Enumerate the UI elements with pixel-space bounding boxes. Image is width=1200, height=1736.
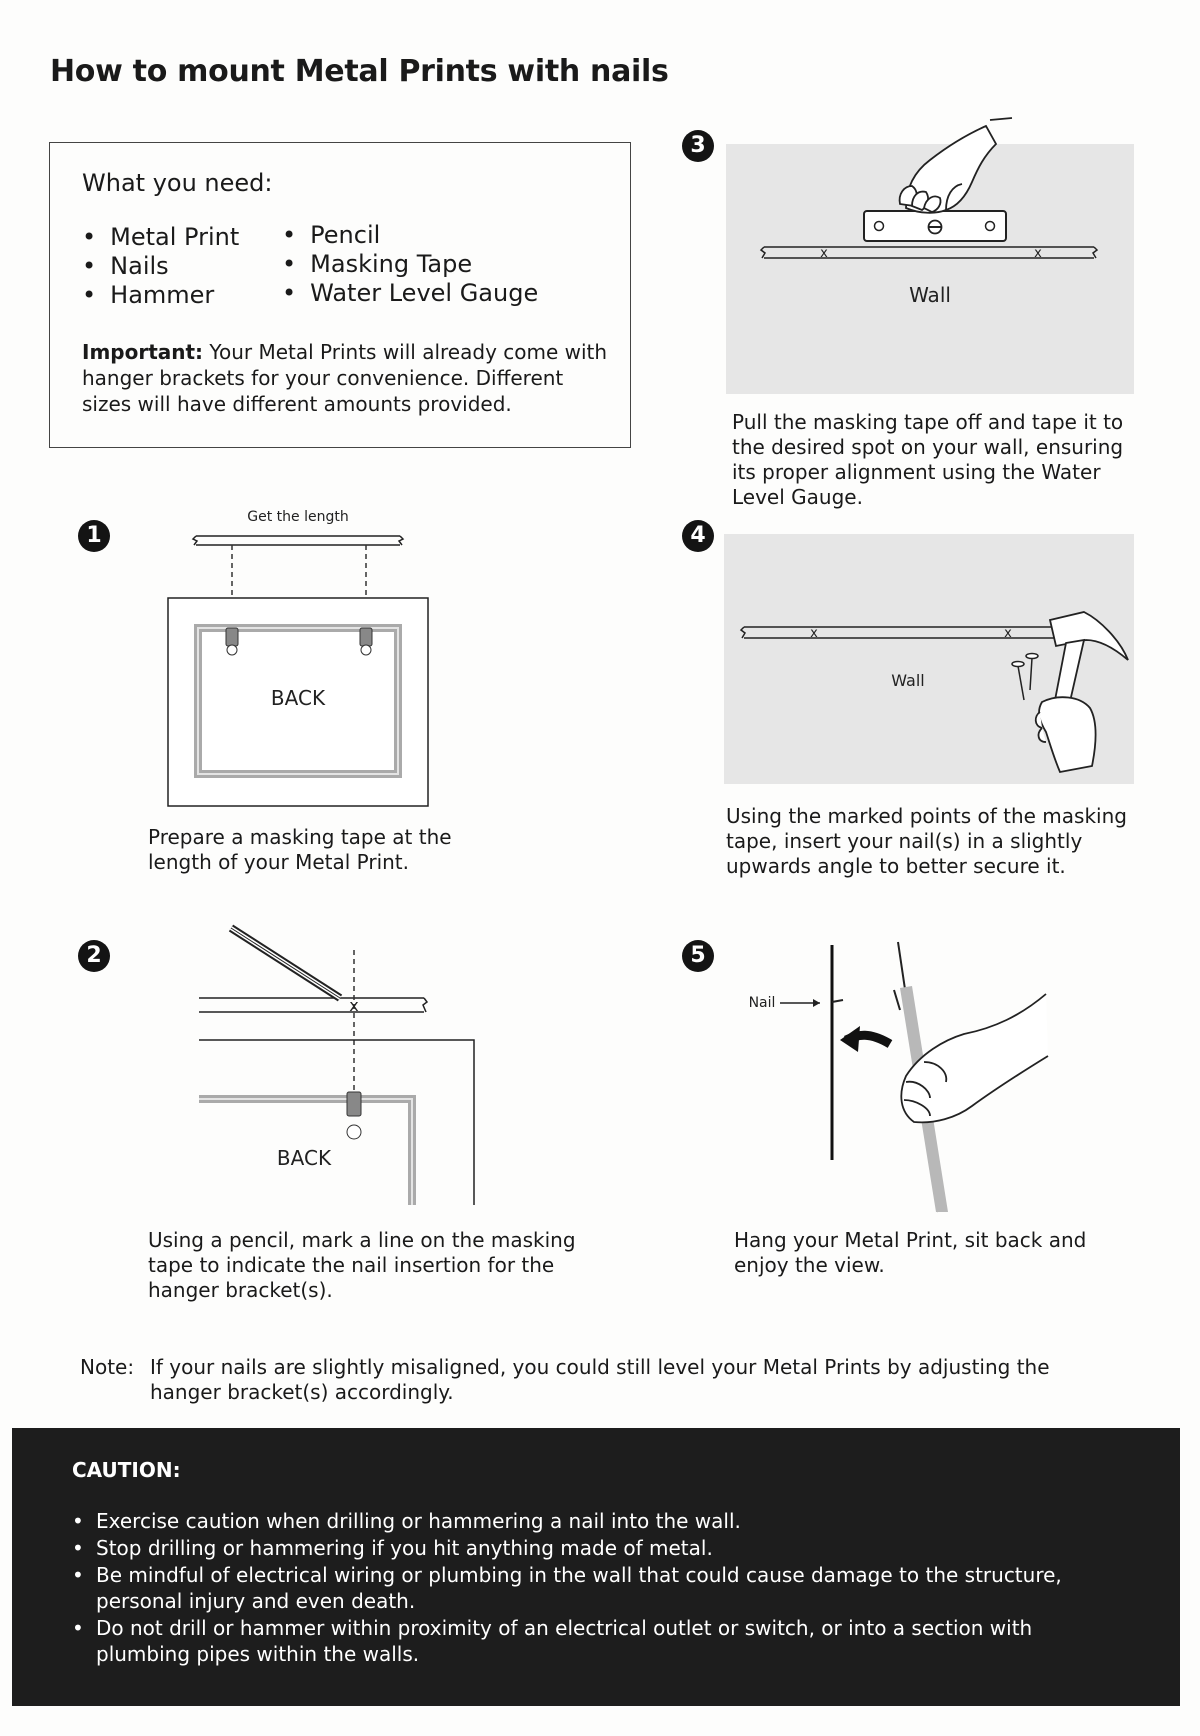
- pencil-icon: [231, 928, 340, 998]
- nail-label: Nail: [748, 995, 776, 1011]
- step-4-badge: 4: [682, 520, 714, 552]
- wall-label: Wall: [891, 671, 925, 690]
- requirements-heading: What you need:: [82, 169, 273, 197]
- metal-print-corner: [199, 1040, 474, 1205]
- step-2-caption: Using a pencil, mark a line on the masking tape to indicate the nail insertion for the hanger bracket(s).: [148, 1228, 576, 1302]
- list-item: • Metal Print: [82, 223, 239, 252]
- step-4-caption: Using the marked points of the masking tape, insert your nail(s) in a slightly upwards angle to better secure it.: [726, 804, 1127, 878]
- requirements-list-2: [282, 221, 538, 308]
- hanger-bracket-icon: [347, 1092, 361, 1139]
- back-label: BACK: [276, 1146, 332, 1170]
- x-mark: x: [820, 246, 828, 261]
- back-label: BACK: [270, 686, 326, 710]
- step-5-badge: 5: [682, 940, 714, 972]
- note-label: Note:: [80, 1355, 135, 1379]
- list-item: • Nails: [82, 252, 239, 281]
- x-mark: x: [1034, 246, 1042, 261]
- step-2-badge: 2: [78, 940, 110, 972]
- page-title: How to mount Metal Prints with nails: [50, 54, 669, 89]
- list-item: • Pencil: [282, 221, 538, 250]
- water-level-gauge-icon: [864, 211, 1006, 241]
- requirements-list-1: [82, 223, 239, 310]
- step-3-badge: 3: [682, 130, 714, 162]
- get-length-label: Get the length: [247, 509, 349, 525]
- x-mark: x: [1004, 626, 1012, 641]
- list-item: • Stop drilling or hammering if you hit anything made of metal.: [72, 1535, 1132, 1561]
- wall-label: Wall: [909, 283, 951, 307]
- important-note: [82, 339, 612, 417]
- masking-tape: [199, 998, 427, 1012]
- list-item: • Hammer: [82, 281, 239, 310]
- step-1-caption: Prepare a masking tape at the length of your Metal Print.: [148, 825, 452, 874]
- x-mark: x: [349, 996, 359, 1015]
- masking-tape: [193, 536, 403, 545]
- list-item: • Be mindful of electrical wiring or plumbing in the wall that could cause damage to the structure, personal injury and even death.: [72, 1562, 1132, 1614]
- note-text: If your nails are slightly misaligned, you could still level your Metal Prints by adjusting the hanger bracket(s) accordingly.: [150, 1355, 1050, 1404]
- hand-icon: [901, 994, 1048, 1122]
- list-item: • Exercise caution when drilling or hammering a nail into the wall.: [72, 1508, 1132, 1534]
- list-item: • Do not drill or hammer within proximity of an electrical outlet or switch, or into a section with plumbing pipes within the walls.: [72, 1615, 1132, 1667]
- x-mark: x: [810, 626, 818, 641]
- caution-list: [72, 1508, 1132, 1668]
- important-label: Important:: [82, 340, 204, 364]
- caution-box: [12, 1428, 1180, 1706]
- step-1-badge: 1: [78, 520, 110, 552]
- list-item: • Masking Tape: [282, 250, 538, 279]
- caution-title: CAUTION:: [72, 1458, 181, 1482]
- nail-icon: [832, 1000, 843, 1002]
- step-3-caption: Pull the masking tape off and tape it to the desired spot on your wall, ensuring its proper alignment using the Water Level Gauge.: [732, 410, 1124, 509]
- requirements-box: [49, 142, 631, 448]
- list-item: • Water Level Gauge: [282, 279, 538, 308]
- step-5-caption: Hang your Metal Print, sit back and enjoy the view.: [734, 1228, 1087, 1277]
- important-text: Your Metal Prints will already come with hanger brackets for your convenience. Different sizes will have different amounts provided.: [82, 340, 608, 416]
